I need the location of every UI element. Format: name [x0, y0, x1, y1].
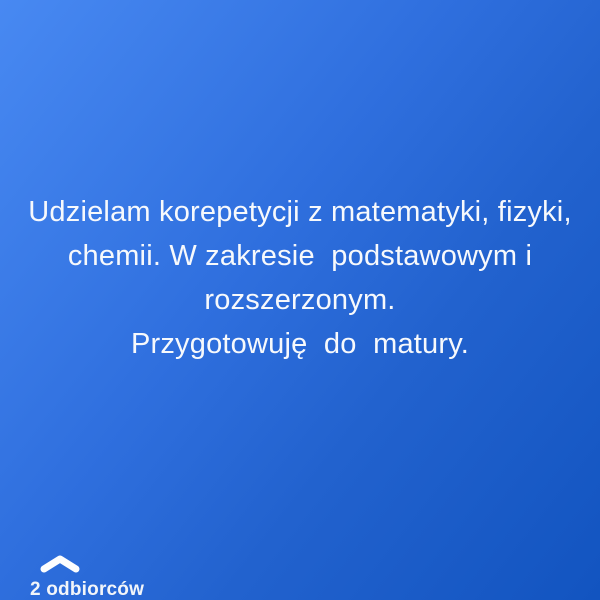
audience-swipe-up-control[interactable] [30, 552, 160, 600]
story-text-line: chemii. W zakresie podstawowym i [67, 240, 533, 272]
story-text-line: rozszerzonym. [204, 284, 396, 316]
audience-count-label[interactable]: 2 odbiorców [30, 579, 145, 600]
story-text-line: Udzielam korepetycji z matematyki, fizyki, [28, 196, 572, 228]
story-text-block [0, 190, 600, 366]
story-text-line: Przygotowuję do matury. [130, 328, 470, 360]
chevron-up-icon[interactable] [36, 552, 84, 576]
